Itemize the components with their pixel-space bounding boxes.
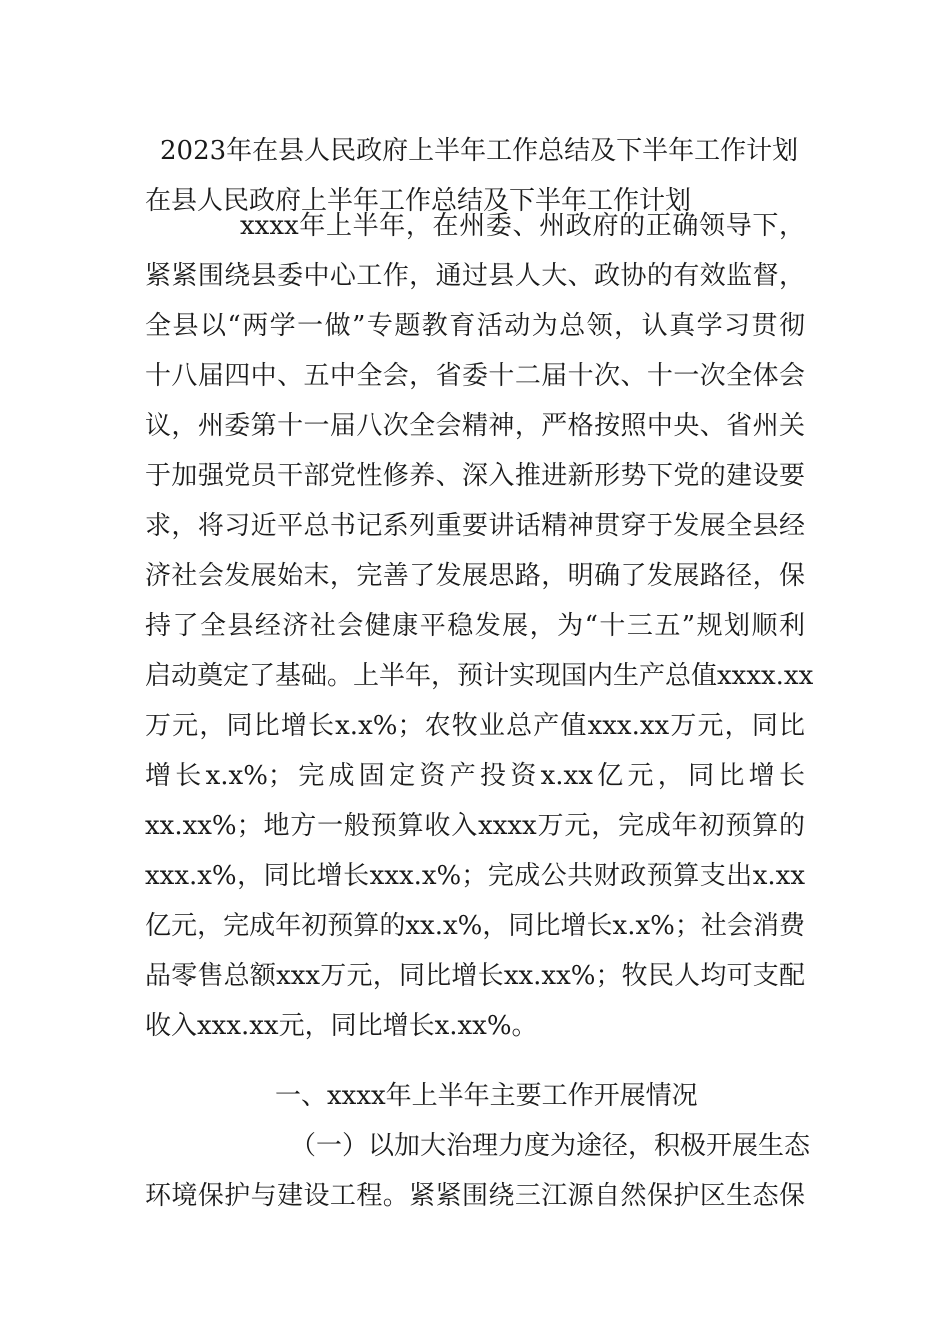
- paragraph-line: xx.xx%；地方一般预算收入xxxx万元，完成年初预算的: [145, 811, 805, 841]
- paragraph-line: xxxx年上半年，在州委、州政府的正确领导下，: [240, 211, 805, 241]
- paragraph-line: 增长x.x%；完成固定资产投资x.xx亿元，同比增长: [145, 761, 805, 791]
- paragraph-line: 收入xxx.xx元，同比增长x.xx%。: [145, 1011, 538, 1041]
- paragraph-line: 持了全县经济社会健康平稳发展，为“十三五”规划顺利: [145, 611, 805, 641]
- paragraph-line: 亿元，完成年初预算的xx.x%，同比增长x.x%；社会消费: [145, 911, 805, 941]
- paragraph-line: 紧紧围绕县委中心工作，通过县人大、政协的有效监督，: [145, 261, 805, 291]
- paragraph-line: （一）以加大治理力度为途径，积极开展生态: [290, 1131, 811, 1161]
- paragraph-line: 于加强党员干部党性修养、深入推进新形势下党的建设要: [145, 461, 805, 491]
- paragraph-line: xxx.x%，同比增长xxx.x%；完成公共财政预算支出x.xx: [145, 861, 805, 891]
- paragraph-line: 济社会发展始末，完善了发展思路，明确了发展路径，保: [145, 561, 805, 591]
- paragraph-line: 求，将习近平总书记系列重要讲话精神贯穿于发展全县经: [145, 511, 805, 541]
- document-title: 2023年在县人民政府上半年工作总结及下半年工作计划: [160, 136, 799, 166]
- paragraph-line: 十八届四中、五中全会，省委十二届十次、十一次全体会: [145, 361, 805, 391]
- paragraph-line: 议，州委第十一届八次全会精神，严格按照中央、省州关: [145, 411, 805, 441]
- document-subtitle: 在县人民政府上半年工作总结及下半年工作计划: [145, 186, 692, 216]
- paragraph-line: 万元，同比增长x.x%；农牧业总产值xxx.xx万元，同比: [145, 711, 805, 741]
- paragraph-line: 全县以“两学一做”专题教育活动为总领，认真学习贯彻: [145, 311, 805, 341]
- section-heading: 一、xxxx年上半年主要工作开展情况: [275, 1081, 698, 1111]
- paragraph-line: 启动奠定了基础。上半年，预计实现国内生产总值xxxx.xx: [145, 661, 814, 691]
- paragraph-line: 环境保护与建设工程。紧紧围绕三江源自然保护区生态保: [145, 1181, 805, 1211]
- paragraph-line: 品零售总额xxx万元，同比增长xx.xx%；牧民人均可支配: [145, 961, 805, 991]
